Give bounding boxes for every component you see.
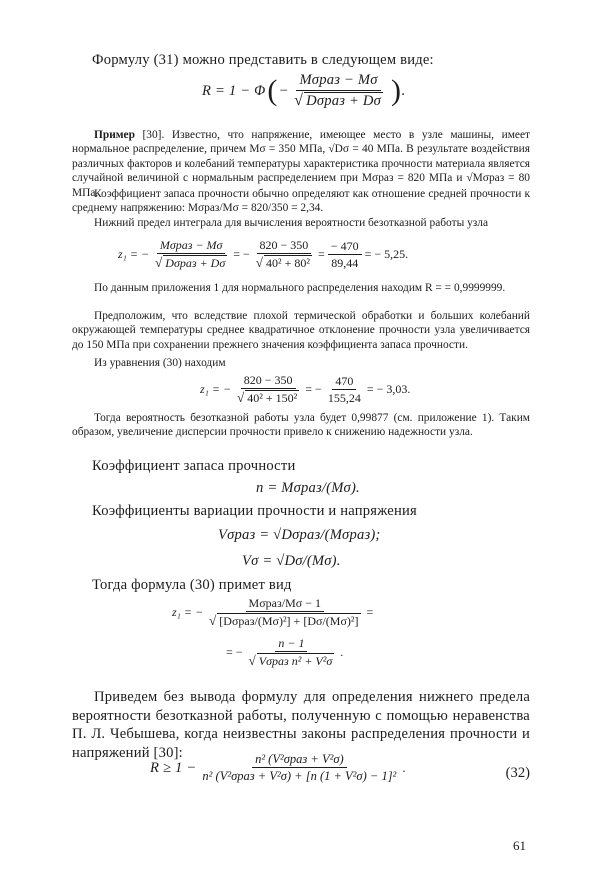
- then-paragraph: Тогда вероятность безотказной работы узла будет 0,99877 (см. приложение 1). Таким образом, увеличение дисперсии прочности привело к снижению надежности узла.: [72, 412, 530, 439]
- lower-limit-paragraph: Нижний предел интеграла для вычисления вероятности безотказной работы узла: [94, 217, 488, 229]
- f3-fraction-2: [325, 374, 364, 406]
- formula-z1-general: [172, 596, 373, 629]
- f2-num-2: 820 − 350: [257, 238, 312, 254]
- equation-number: (32): [505, 765, 530, 781]
- f3-den-1: √ 40² + 150²: [237, 390, 298, 406]
- formula-31-lhs: R = 1 − Φ: [202, 82, 266, 99]
- f4-lhs: z₁ = −: [172, 605, 204, 620]
- formula-32: [150, 752, 405, 784]
- f2-tail: = − 5,25.: [364, 247, 409, 262]
- f4-num: Mσраз/Mσ − 1: [246, 596, 324, 612]
- f2-fraction-3: [328, 239, 362, 271]
- f4-fraction-2: [246, 636, 338, 669]
- f5-num: n² (V²σраз + V²σ): [252, 752, 347, 768]
- f4-dot: .: [340, 645, 344, 660]
- suppose-paragraph: Предположим, что вследствие плохой термической обработки и больших колебаний окружающей температуры среднее квадратичное отклонение прочности узла увеличивается до 150 МПа при сохранении прежнего значения коэффициента запаса прочности.: [72, 310, 530, 351]
- f3-num-1: 820 − 350: [241, 373, 296, 389]
- formula-31-denominator: √ Dσраз + Dσ: [294, 92, 381, 109]
- formula-z1-b: [200, 373, 410, 406]
- paren-right: ): [390, 74, 402, 107]
- f3-eq: = −: [305, 382, 322, 397]
- f3-lhs: z₁ = −: [200, 382, 232, 397]
- f2-den-2: √ 40² + 80²: [255, 255, 311, 271]
- variation-title: Коэффициенты вариации прочности и напряжения: [92, 503, 417, 519]
- f2-den-3: 89,44: [331, 255, 359, 270]
- formula-v2: Vσ = √Dσ/(Mσ).: [242, 553, 341, 569]
- f3-num-2: 470: [332, 374, 356, 390]
- minus-sign: −: [279, 82, 289, 99]
- f2-lhs: z₁ = −: [118, 247, 150, 262]
- formula-z1-a: [118, 238, 408, 271]
- paren-left: (: [267, 74, 278, 107]
- formula-31-numerator: Mσраз − Mσ: [296, 72, 380, 91]
- formula-31-fraction: [291, 72, 386, 110]
- f5-den: n² (V²σраз + V²σ) + [n (1 + V²σ) − 1]²: [202, 769, 397, 784]
- f2-den-1: √ Dσраз + Dσ: [155, 255, 226, 271]
- period: .: [401, 82, 406, 99]
- intro-line: Формулу (31) можно представить в следующем виде:: [92, 52, 434, 68]
- from-30-line: Из уравнения (30) находим: [94, 357, 226, 369]
- f2-num-3: − 470: [328, 239, 362, 255]
- f5-fraction: [199, 752, 399, 784]
- page-number: 61: [513, 838, 526, 853]
- then-30-line: Тогда формула (30) примет вид: [92, 577, 292, 593]
- coefficient-paragraph: Коэффициент запаса прочности обычно определяют как отношение средней прочности к среднему напряжению: Mσраз/Mσ = 820/350 = 2,34.: [72, 188, 530, 215]
- f4-eq2: = −: [226, 645, 243, 660]
- f2-num-1: Mσраз − Mσ: [157, 238, 226, 254]
- f4-num-2: n − 1: [275, 636, 307, 652]
- formula-v1: Vσраз = √Dσраз/(Mσраз);: [218, 527, 381, 543]
- formula-31: [202, 72, 405, 110]
- f2-eq: = −: [233, 247, 250, 262]
- f2-fraction-2: [253, 238, 315, 271]
- f2-fraction-1: [152, 238, 230, 271]
- f4-den-2: √ Vσраз n² + V²σ: [248, 653, 333, 669]
- f4-eq: =: [366, 605, 374, 620]
- f4-den: √ [Dσраз/(Mσ)²] + [Dσ/(Mσ)²]: [209, 613, 359, 629]
- f5-dot: .: [402, 760, 406, 775]
- example-text: [30]. Известно, что напряжение, имеющее место в узле машины, имеет нормальное распределение, причем Mσ = 350 МПа, √Dσ = 40 МПа. В результате воздействия различных факторов и колебаний температуры характеристика прочности материала является случайной величиной с нормальным распределением при Mσраз = 820 МПа и √Mσраз = 80 МПа.: [72, 129, 530, 199]
- example-label: Пример: [94, 129, 135, 141]
- f3-den-2: 155,24: [327, 390, 361, 405]
- f3-fraction-1: [234, 373, 302, 406]
- coef-title: Коэффициент запаса прочности: [92, 458, 296, 474]
- chebyshev-paragraph: Приведем без вывода формулу для определения нижнего предела вероятности безотказной работы, полученную с помощью неравенства П. Л. Чебышева, когда неизвестны законы распределения прочности и напряжений [30]:: [72, 689, 530, 761]
- f4-fraction: [206, 596, 363, 629]
- formula-n: n = Mσраз/(Mσ).: [256, 480, 360, 496]
- f2-eq2: =: [318, 247, 325, 262]
- appendix-paragraph: По данным приложения 1 для нормального распределения находим R = = 0,9999999.: [94, 282, 506, 294]
- f3-tail: = − 3,03.: [366, 382, 411, 397]
- formula-z1-general-2: [226, 636, 343, 669]
- f5-lhs: R ≥ 1 −: [150, 759, 197, 776]
